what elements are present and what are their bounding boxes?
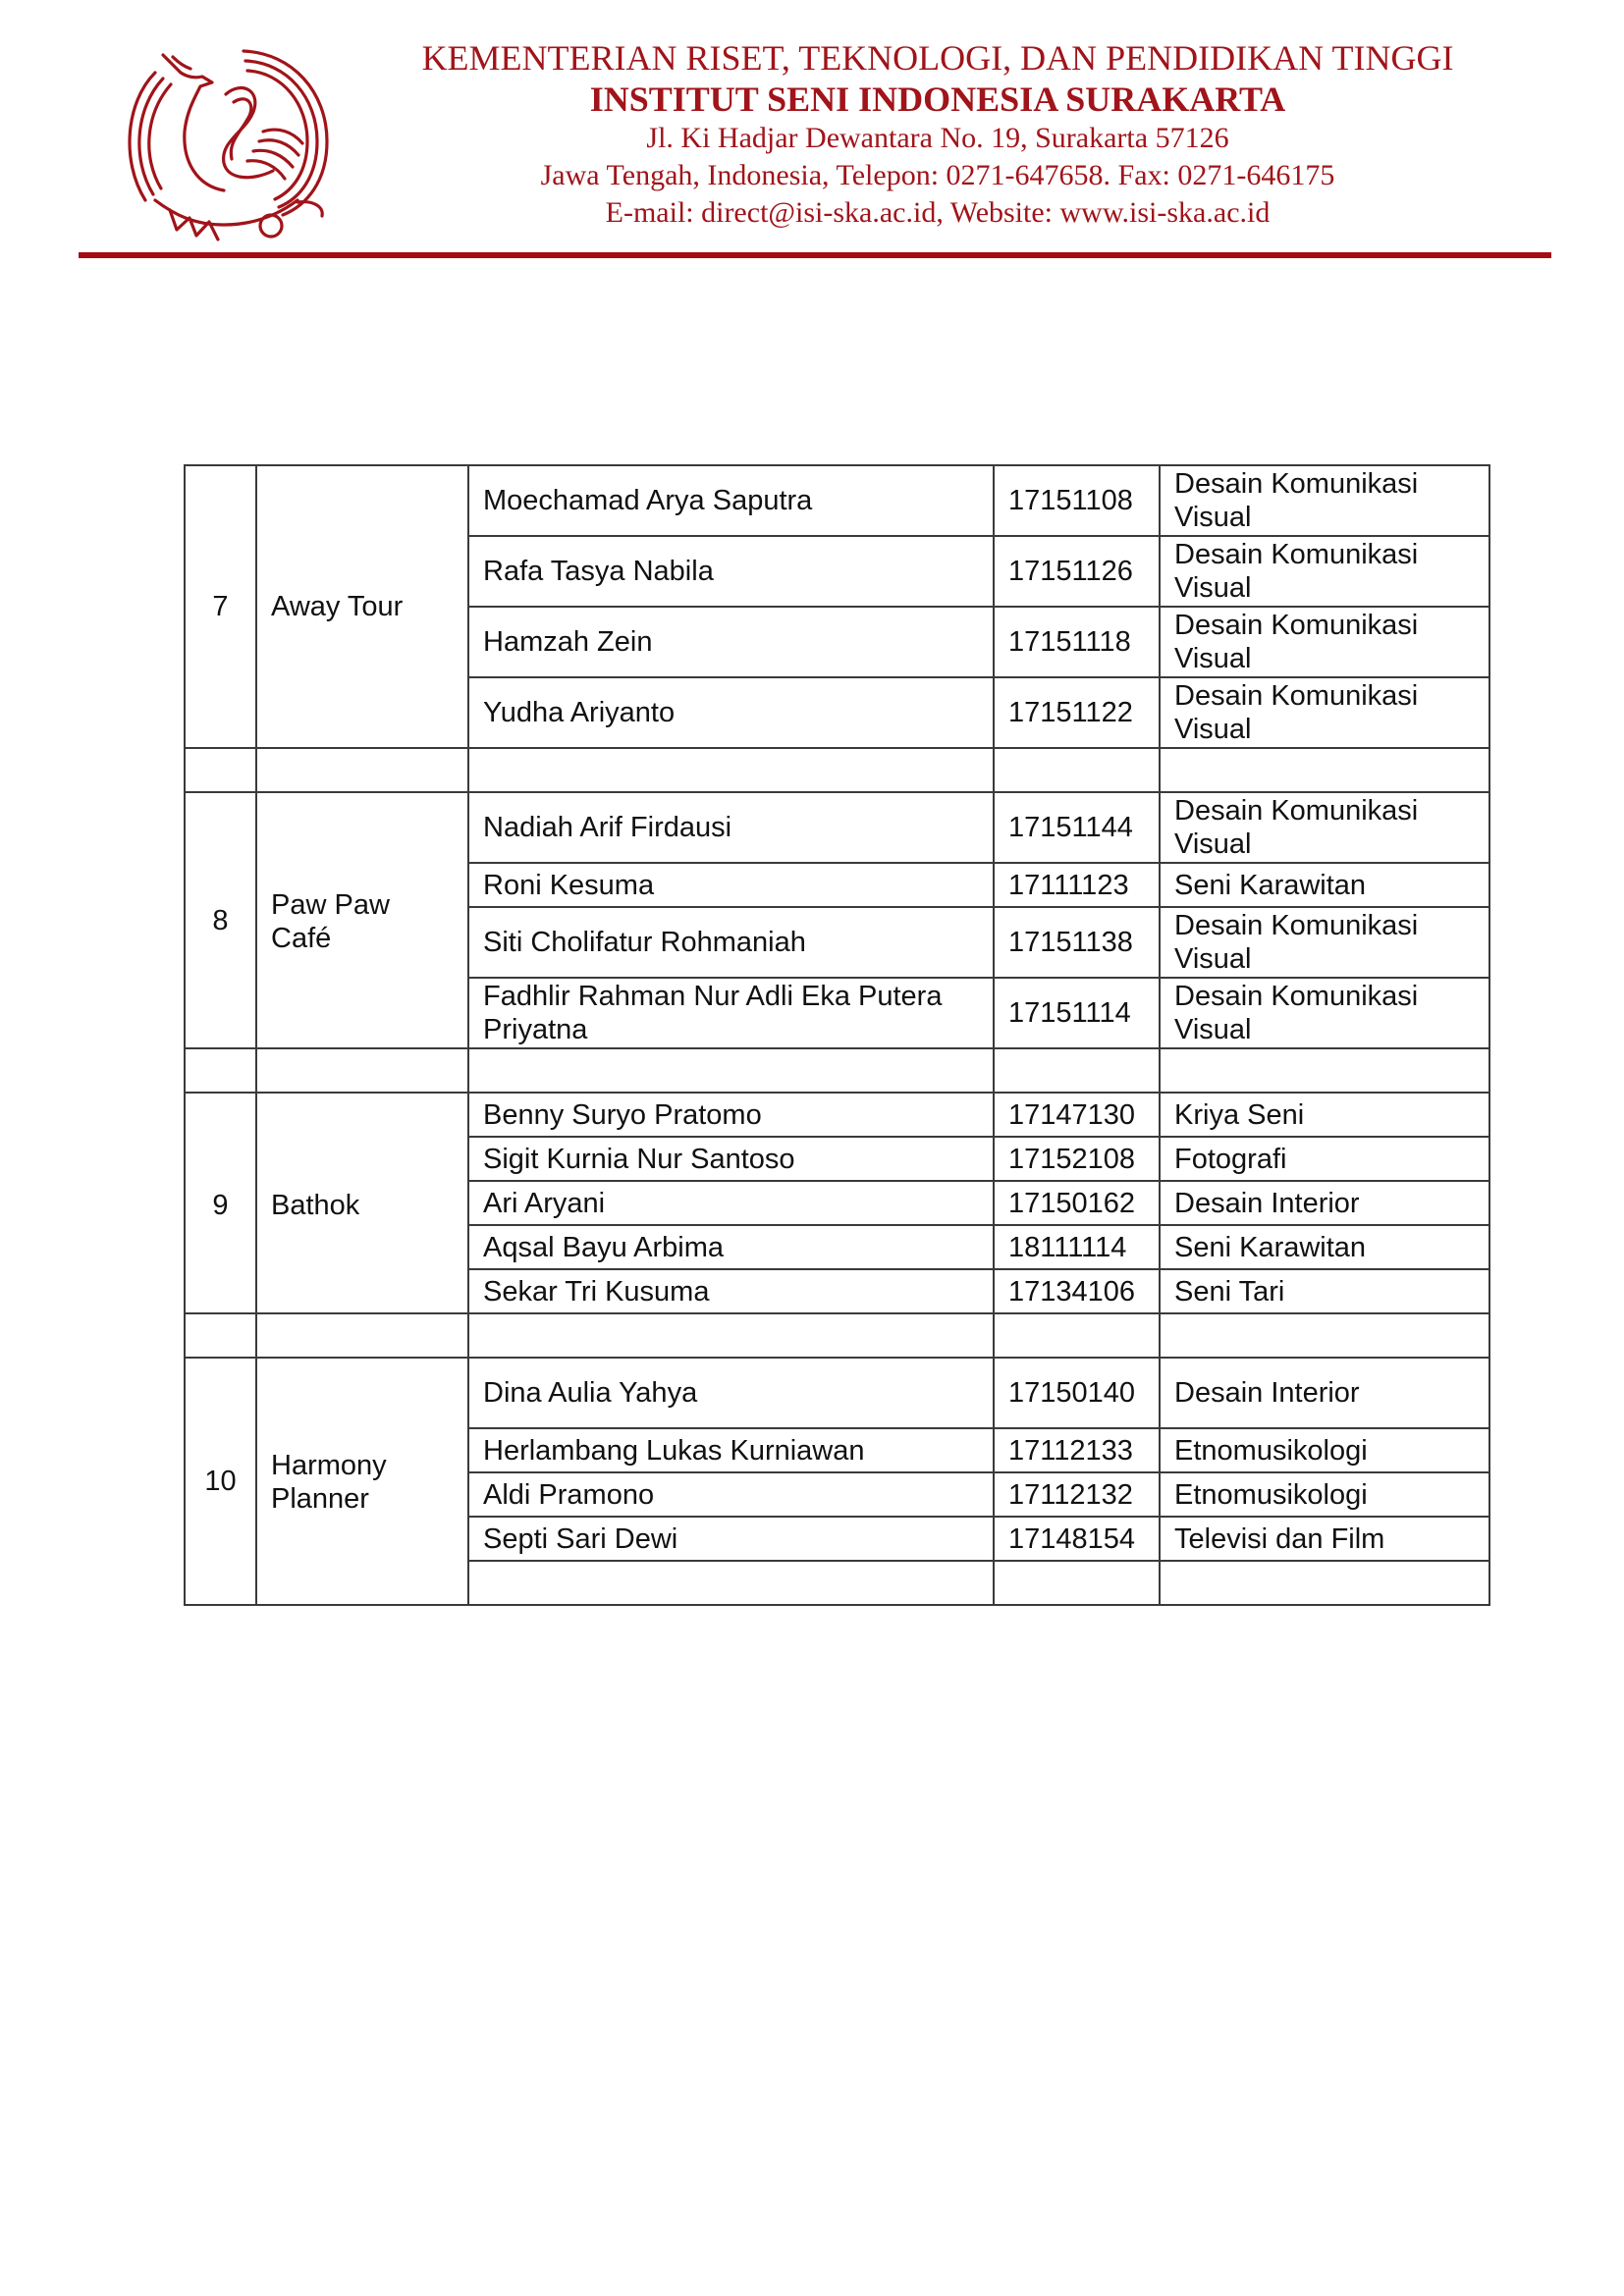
team-name: Paw Paw Café <box>256 792 468 1048</box>
member-nim: 17151138 <box>994 907 1160 978</box>
institution-name: INSTITUT SENI INDONESIA SURAKARTA <box>589 80 1286 119</box>
member-prodi: Televisi dan Film <box>1160 1517 1489 1561</box>
member-prodi: Etnomusikologi <box>1160 1428 1489 1472</box>
member-prodi: Seni Tari <box>1160 1269 1489 1313</box>
empty-cell <box>1160 748 1489 792</box>
member-name: Sigit Kurnia Nur Santoso <box>468 1137 994 1181</box>
empty-cell <box>994 1048 1160 1093</box>
member-nim: 17151108 <box>994 465 1160 536</box>
letterhead-text <box>363 37 1512 232</box>
member-prodi: Seni Karawitan <box>1160 1225 1489 1269</box>
member-name: Nadiah Arif Firdausi <box>468 792 994 863</box>
empty-cell <box>468 748 994 792</box>
group-number: 9 <box>185 1093 256 1313</box>
team-name: Harmony Planner <box>256 1358 468 1605</box>
member-nim: 17152108 <box>994 1137 1160 1181</box>
member-prodi: Desain Komunikasi Visual <box>1160 677 1489 748</box>
member-prodi: Desain Komunikasi Visual <box>1160 607 1489 677</box>
address: Jl. Ki Hadjar Dewantara No. 19, Surakarta 57126 <box>646 122 1229 154</box>
member-nim: 18111114 <box>994 1225 1160 1269</box>
empty-cell <box>256 1313 468 1358</box>
member-name: Siti Cholifatur Rohmaniah <box>468 907 994 978</box>
letterhead <box>0 0 1624 265</box>
spacer-row <box>185 748 1489 792</box>
empty-cell <box>468 1048 994 1093</box>
empty-cell <box>1160 1048 1489 1093</box>
empty-cell <box>185 748 256 792</box>
member-prodi: Seni Karawitan <box>1160 863 1489 907</box>
member-nim: 17151118 <box>994 607 1160 677</box>
contact-phone-fax: Jawa Tengah, Indonesia, Telepon: 0271-647658. Fax: 0271-646175 <box>540 159 1335 191</box>
member-name: Rafa Tasya Nabila <box>468 536 994 607</box>
member-prodi: Desain Komunikasi Visual <box>1160 978 1489 1048</box>
member-nim: 17151144 <box>994 792 1160 863</box>
member-nim: 17134106 <box>994 1269 1160 1313</box>
member-name: Hamzah Zein <box>468 607 994 677</box>
team-name: Bathok <box>256 1093 468 1313</box>
member-name: Yudha Ariyanto <box>468 677 994 748</box>
member-name: Dina Aulia Yahya <box>468 1358 994 1428</box>
member-name: Benny Suryo Pratomo <box>468 1093 994 1137</box>
member-prodi: Desain Komunikasi Visual <box>1160 792 1489 863</box>
phoenix-emblem-icon <box>116 33 337 251</box>
member-name: Moechamad Arya Saputra <box>468 465 994 536</box>
member-name: Septi Sari Dewi <box>468 1517 994 1561</box>
empty-cell <box>994 1313 1160 1358</box>
member-prodi: Desain Komunikasi Visual <box>1160 536 1489 607</box>
members-table <box>184 464 1490 1606</box>
member-prodi: Etnomusikologi <box>1160 1472 1489 1517</box>
member-name: Fadhlir Rahman Nur Adli Eka Putera Priyatna <box>468 978 994 1048</box>
group-number: 8 <box>185 792 256 1048</box>
member-name: Ari Aryani <box>468 1181 994 1225</box>
member-nim <box>994 1561 1160 1605</box>
member-prodi <box>1160 1561 1489 1605</box>
member-prodi: Desain Interior <box>1160 1358 1489 1428</box>
contact-email-website: E-mail: direct@isi-ska.ac.id, Website: www.isi-ska.ac.id <box>605 196 1271 229</box>
table-row <box>185 465 1489 536</box>
member-name <box>468 1561 994 1605</box>
empty-cell <box>185 1313 256 1358</box>
group-number: 7 <box>185 465 256 748</box>
group-number: 10 <box>185 1358 256 1605</box>
empty-cell <box>185 1048 256 1093</box>
team-name: Away Tour <box>256 465 468 748</box>
member-nim: 17148154 <box>994 1517 1160 1561</box>
member-nim: 17147130 <box>994 1093 1160 1137</box>
member-nim: 17112133 <box>994 1428 1160 1472</box>
member-nim: 17150162 <box>994 1181 1160 1225</box>
letterhead-divider <box>79 252 1551 258</box>
ministry-name: KEMENTERIAN RISET, TEKNOLOGI, DAN PENDIDIKAN TINGGI <box>421 38 1454 78</box>
member-prodi: Kriya Seni <box>1160 1093 1489 1137</box>
empty-cell <box>256 1048 468 1093</box>
table-row <box>185 1093 1489 1137</box>
member-nim: 17112132 <box>994 1472 1160 1517</box>
table-row <box>185 792 1489 863</box>
member-nim: 17150140 <box>994 1358 1160 1428</box>
member-prodi: Fotografi <box>1160 1137 1489 1181</box>
member-nim: 17151114 <box>994 978 1160 1048</box>
member-nim: 17151126 <box>994 536 1160 607</box>
member-prodi: Desain Komunikasi Visual <box>1160 907 1489 978</box>
spacer-row <box>185 1048 1489 1093</box>
member-prodi: Desain Komunikasi Visual <box>1160 465 1489 536</box>
spacer-row <box>185 1313 1489 1358</box>
empty-cell <box>1160 1313 1489 1358</box>
member-name: Aldi Pramono <box>468 1472 994 1517</box>
empty-cell <box>256 748 468 792</box>
table-row <box>185 1358 1489 1428</box>
member-prodi: Desain Interior <box>1160 1181 1489 1225</box>
empty-cell <box>994 748 1160 792</box>
member-name: Sekar Tri Kusuma <box>468 1269 994 1313</box>
member-name: Herlambang Lukas Kurniawan <box>468 1428 994 1472</box>
empty-cell <box>468 1313 994 1358</box>
member-name: Aqsal Bayu Arbima <box>468 1225 994 1269</box>
member-nim: 17111123 <box>994 863 1160 907</box>
member-nim: 17151122 <box>994 677 1160 748</box>
member-name: Roni Kesuma <box>468 863 994 907</box>
